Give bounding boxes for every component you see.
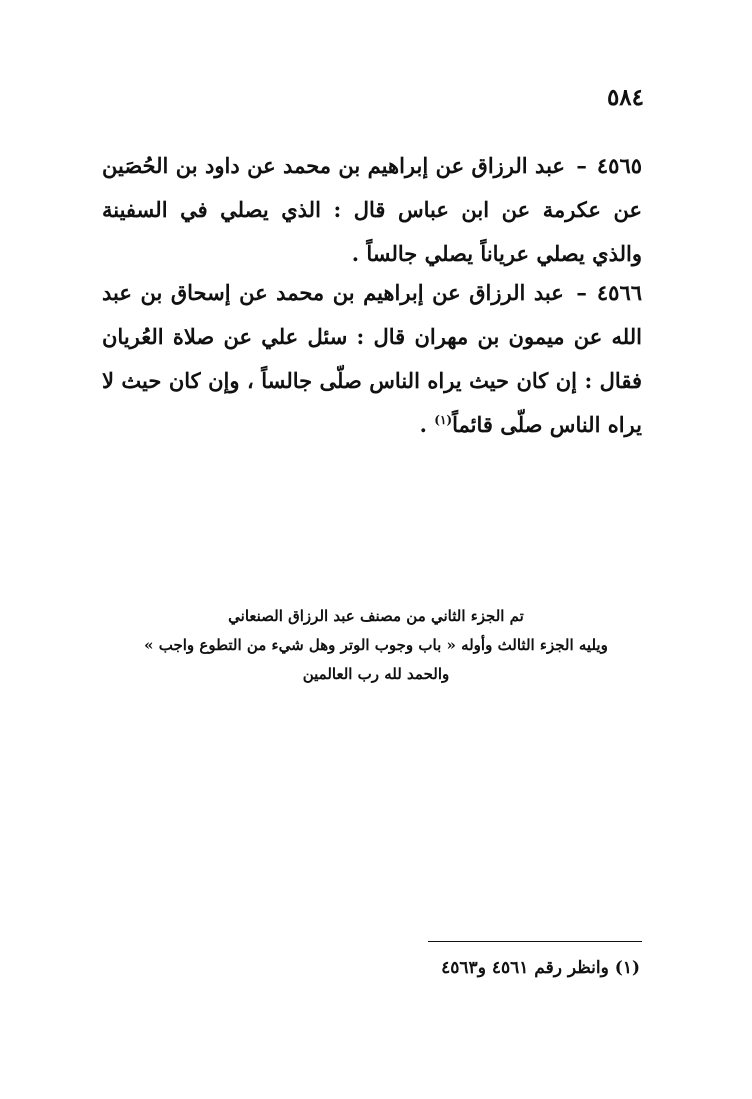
hadith-text: عبد الرزاق عن إبراهيم بن محمد عن إسحاق بن عبد الله عن ميمون بن مهران قال : سئل علي عن صلاة العُريان فقال : إن كان حيث يراه الناس صلّى جالساً ، وإن كان حيث لا يراه الناس صلّى قائماً <box>102 280 642 437</box>
hadith-number: ٤٥٦٥ <box>596 153 643 178</box>
page-number: ٥٨٤ <box>606 84 644 111</box>
colophon-line: والحمد لله رب العالمين <box>302 665 450 683</box>
hadith-separator: – <box>576 153 587 178</box>
hadith-number: ٤٥٦٦ <box>596 280 643 305</box>
hadith-text: عبد الرزاق عن إبراهيم بن محمد عن داود بن الحُصَين عن عكرمة عن ابن عباس قال : الذي يصلي في السفينة والذي يصلي عرياناً يصلي جالساً . <box>102 153 642 266</box>
hadith-entry <box>102 144 642 276</box>
hadith-separator: – <box>576 280 587 305</box>
colophon-line: ويليه الجزء الثالث وأوله « باب وجوب الوتر وهل شيء من التطوع واجب » <box>144 636 608 654</box>
footnote-divider <box>428 941 642 942</box>
hadith-entry <box>102 271 642 447</box>
footnote: (١) وانظر رقم ٤٥٦١ و٤٥٦٣ <box>441 958 640 978</box>
volume-colophon <box>0 602 752 689</box>
hadith-ending: . <box>419 412 427 437</box>
footnote-reference: (١) <box>434 413 453 427</box>
colophon-line: تم الجزء الثاني من مصنف عبد الرزاق الصنعاني <box>228 607 524 625</box>
